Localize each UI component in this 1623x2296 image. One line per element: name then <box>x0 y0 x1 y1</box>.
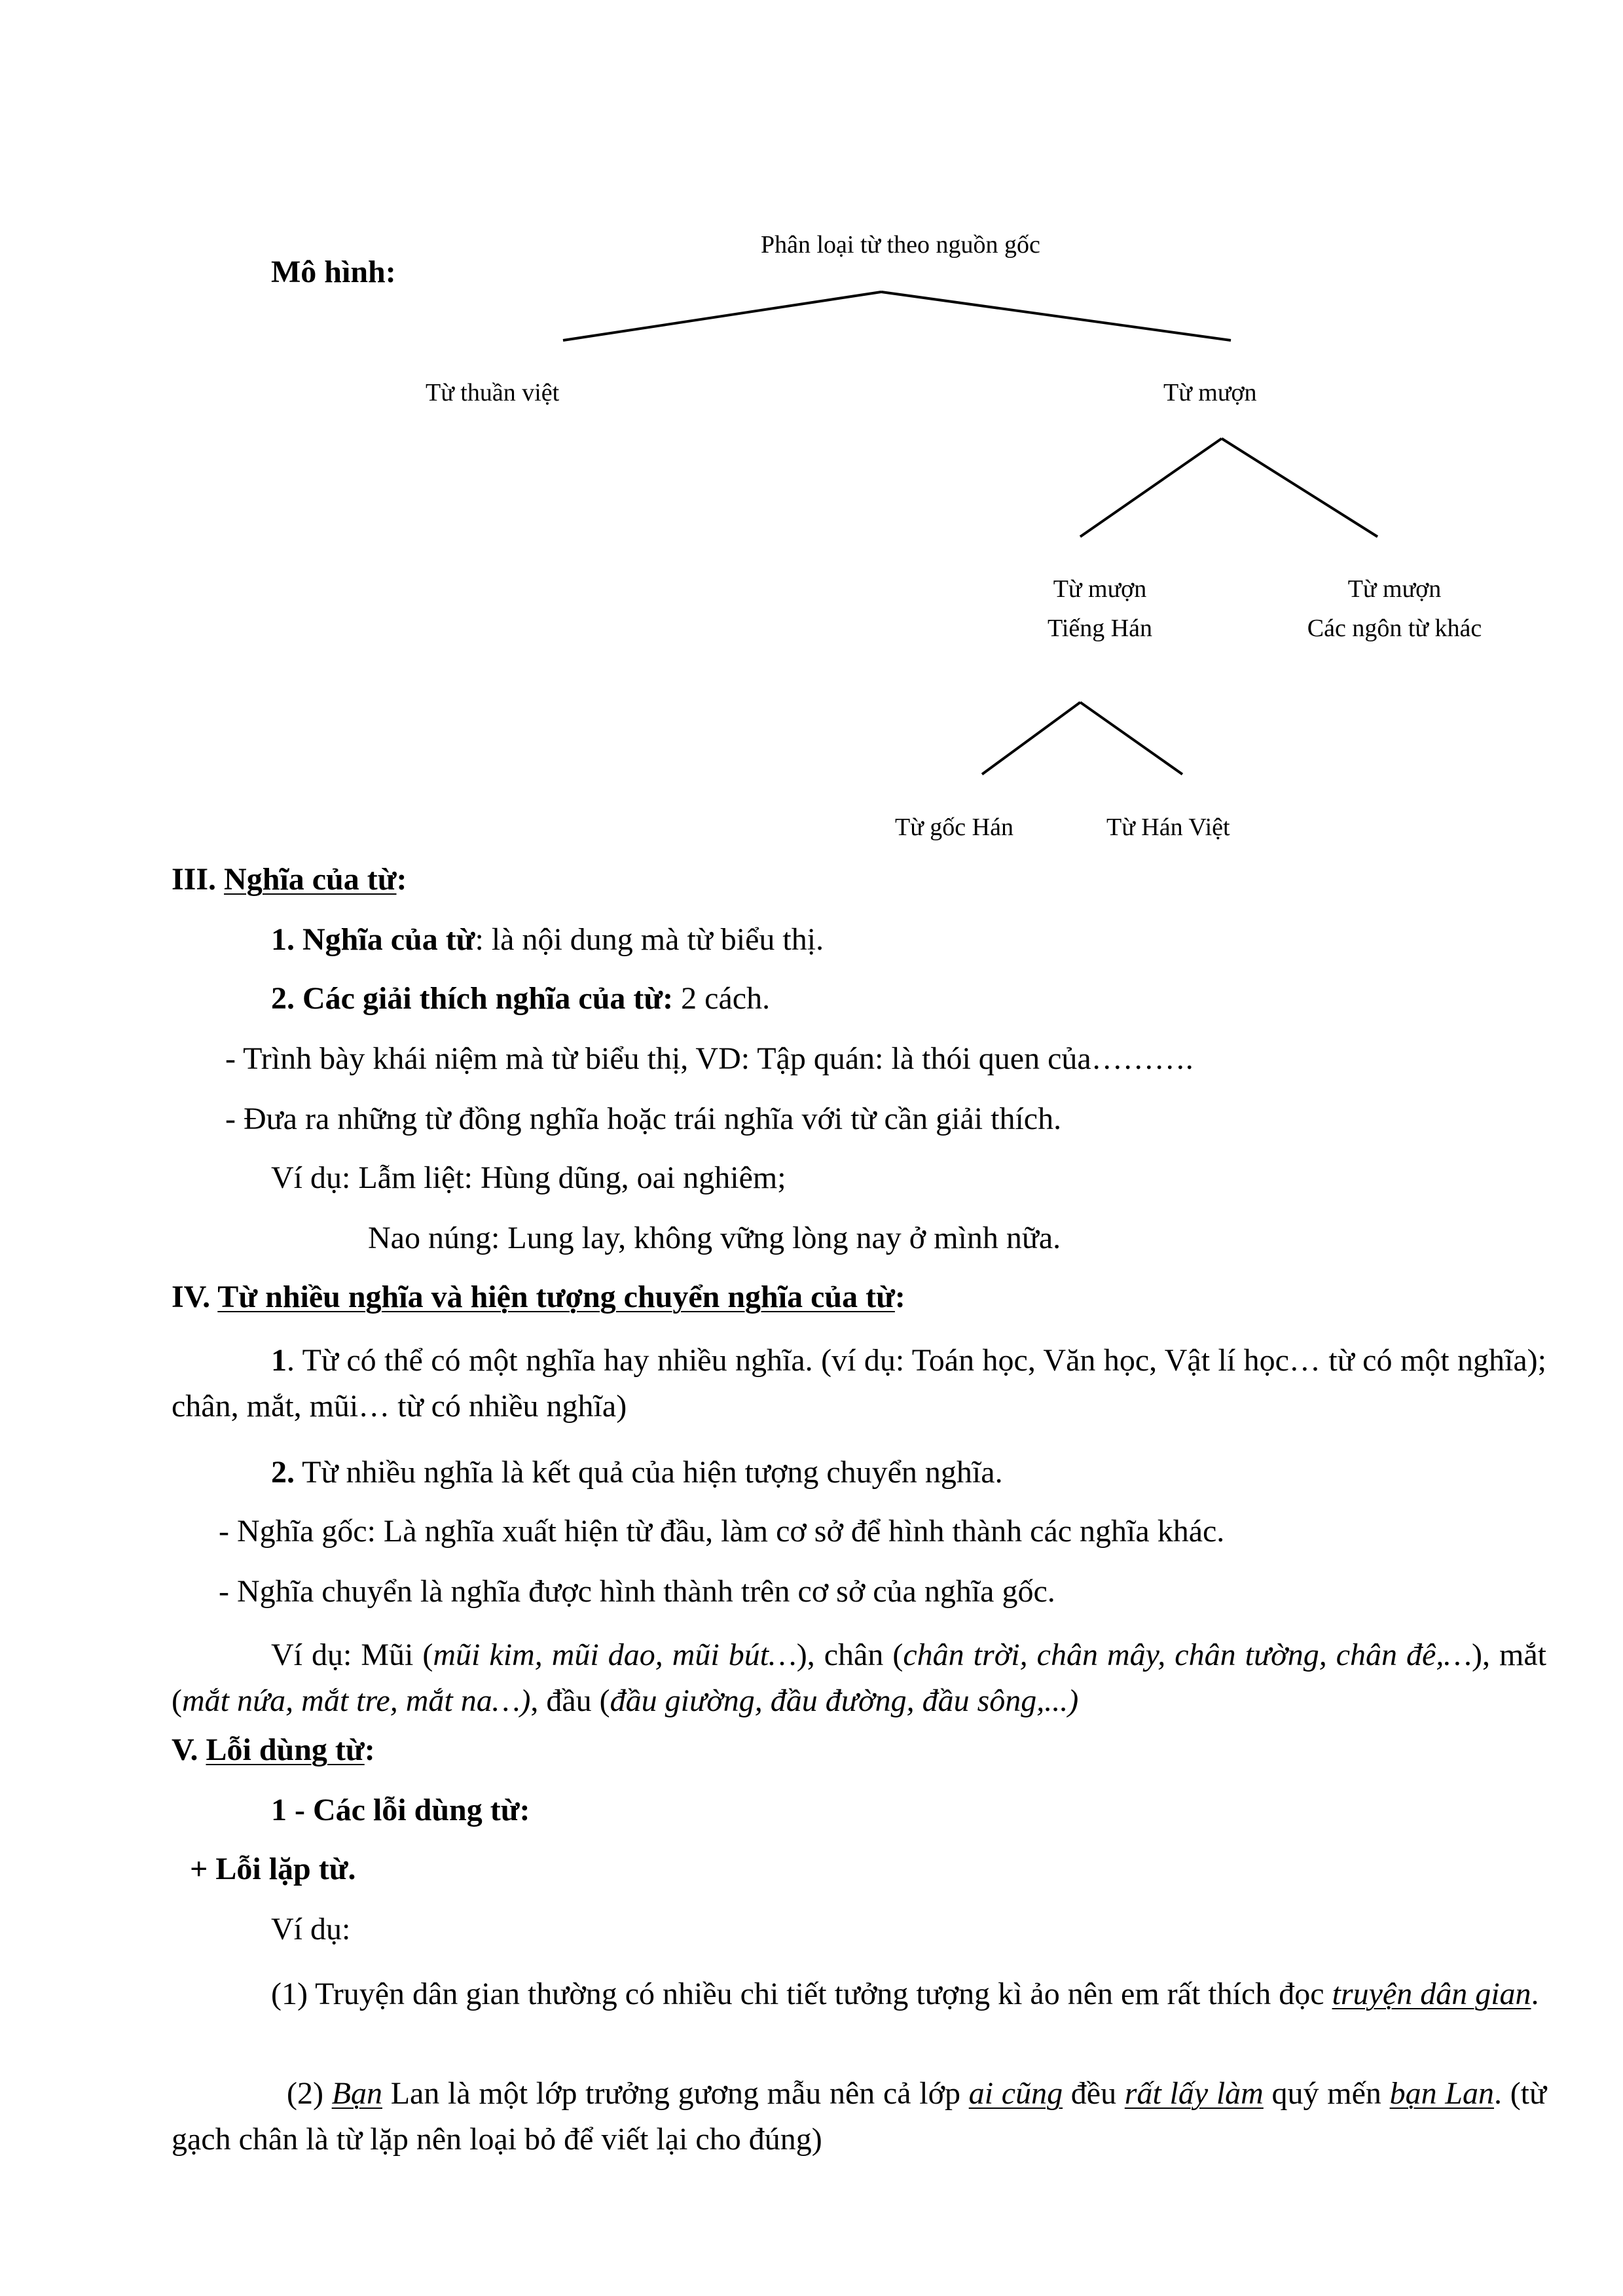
example-2-repeated-2: ai cũng <box>968 2076 1063 2111</box>
section-5-example-1 <box>271 1971 1546 2017</box>
section-4-dash-2: - Nghĩa chuyển là nghĩa được hình thành trên cơ sở của nghĩa gốc. <box>219 1574 1055 1609</box>
example-2-text-2: Lan là một lớp trưởng gương mẫu nên cả lớp <box>382 2076 969 2111</box>
example-2-text-1: (2) <box>287 2076 332 2111</box>
example-foot: chân trời, chân mây, chân tường, chân đê,… <box>903 1638 1472 1672</box>
diagram-label: Mô hình: <box>271 255 396 289</box>
section-3-dash-1: - Trình bày khái niệm mà từ biểu thị, VD: Tập quán: là thói quen của………. <box>225 1041 1194 1076</box>
section-4-colon: : <box>894 1280 905 1314</box>
tree-node-native: Từ thuần việt <box>426 379 560 406</box>
example-2-repeated-1: Bạn <box>331 2076 382 2111</box>
tree-root-node: Phân loại từ theo nguồn gốc <box>761 231 1040 259</box>
example-nose: mũi kim, mũi dao, mũi bút… <box>433 1638 797 1672</box>
section-4-dash-1: - Nghĩa gốc: Là nghĩa xuất hiện từ đầu, làm cơ sở để hình thành các nghĩa khác. <box>219 1514 1225 1549</box>
section-3-item-1 <box>271 922 824 958</box>
example-eye: mắt nứa, mắt tre, mắt na…) <box>181 1683 531 1718</box>
section-4-heading <box>172 1279 905 1316</box>
tree-node-borrowed-han <box>995 575 1205 643</box>
tree-node-borrowed-han-line1: Từ mượn <box>1053 575 1147 603</box>
error-type-repetition: + Lỗi lặp từ. <box>190 1852 356 1886</box>
example-part-1: Ví dụ: Mũi ( <box>271 1638 433 1672</box>
example-2-repeated-3: rất lấy làm <box>1124 2076 1264 2111</box>
tree-edge-borrowed-other <box>1222 439 1377 537</box>
item-1-label: 1. Nghĩa của từ <box>271 922 475 957</box>
example-2-text-3: đều <box>1063 2076 1125 2111</box>
example-1-text: (1) Truyện dân gian thường có nhiều chi tiết tưởng tượng kì ảo nên em rất thích đọc <box>271 1977 1332 2011</box>
item-2-label: 2. Các giải thích nghĩa của từ: <box>271 981 674 1016</box>
section-3-heading <box>172 861 407 898</box>
section-5-title: Lỗi dùng từ <box>206 1732 365 1767</box>
example-2-text-4: quý mến <box>1263 2076 1390 2111</box>
item-2-text: Từ nhiều nghĩa là kết quả của hiện tượng chuyển nghĩa. <box>295 1455 1003 1490</box>
tree-edge-han-origin <box>982 702 1080 774</box>
item-2-text: 2 cách. <box>673 981 771 1016</box>
section-4-title: Từ nhiều nghĩa và hiện tượng chuyển nghĩa của từ <box>217 1280 895 1314</box>
item-1-text: . Từ có thể có một nghĩa hay nhiều nghĩa. (ví dụ: Toán học, Văn học, Vật lí học… từ có một nghĩa); chân, mắt, mũi… từ có nhiều nghĩa) <box>172 1343 1546 1424</box>
item-2-number: 2. <box>271 1455 295 1490</box>
classification-tree-lines <box>0 0 1623 851</box>
example-1-repeated: truyện dân gian <box>1332 1977 1531 2011</box>
tree-edge-root-borrowed <box>881 292 1231 340</box>
example-head: đầu giường, đầu đường, đầu sông,...) <box>610 1683 1079 1718</box>
section-3-example-2: Nao núng: Lung lay, không vững lòng nay ở mình nữa. <box>368 1221 1061 1255</box>
example-part-4: , đầu ( <box>530 1683 610 1718</box>
tree-node-sino-viet: Từ Hán Việt <box>1106 814 1230 841</box>
example-1-end: . <box>1531 1977 1539 2011</box>
section-5-example-2 <box>172 2071 1546 2162</box>
section-3-example-1: Ví dụ: Lẫm liệt: Hùng dũng, oai nghiêm; <box>271 1160 786 1195</box>
section-3-colon: : <box>396 862 407 897</box>
example-part-2: ), chân ( <box>796 1638 903 1672</box>
section-3-dash-2: - Đưa ra những từ đồng nghĩa hoặc trái nghĩa với từ cần giải thích. <box>225 1102 1062 1136</box>
tree-node-borrowed-han-line2: Tiếng Hán <box>1047 615 1153 642</box>
section-5-colon: : <box>364 1732 375 1767</box>
tree-node-borrowed-other-line2: Các ngôn từ khác <box>1307 615 1482 642</box>
section-3-item-2 <box>271 980 770 1017</box>
section-5-subheading: 1 - Các lỗi dùng từ: <box>271 1793 530 1827</box>
item-1-text: : là nội dung mà từ biểu thị. <box>475 922 824 957</box>
tree-node-borrowed-other <box>1264 575 1525 643</box>
section-5-number: V. <box>172 1732 198 1767</box>
tree-node-borrowed-other-line1: Từ mượn <box>1347 575 1442 603</box>
example-2-text-5: . (từ gạch chân là từ lặp nên loại bỏ để viết lại cho đúng) <box>172 2076 1547 2157</box>
section-4-example <box>172 1632 1546 1724</box>
tree-node-borrowed: Từ mượn <box>1163 379 1257 406</box>
example-part-3: ), mắt ( <box>172 1638 1547 1718</box>
section-5-example-label: Ví dụ: <box>271 1912 351 1946</box>
tree-edge-sino-viet <box>1080 702 1182 774</box>
tree-edge-borrowed-han <box>1080 439 1222 537</box>
item-1-number: 1 <box>271 1343 287 1378</box>
section-3-title: Nghĩa của từ <box>224 862 397 897</box>
tree-edge-root-native <box>563 292 881 340</box>
section-4-number: IV. <box>172 1280 211 1314</box>
section-5-heading <box>172 1732 375 1768</box>
section-4-item-1 <box>172 1338 1546 1429</box>
tree-node-han-origin: Từ gốc Hán <box>895 814 1013 841</box>
section-4-item-2 <box>271 1454 1003 1491</box>
example-2-repeated-4: bạn Lan <box>1389 2076 1494 2111</box>
section-3-number: III. <box>172 862 217 897</box>
